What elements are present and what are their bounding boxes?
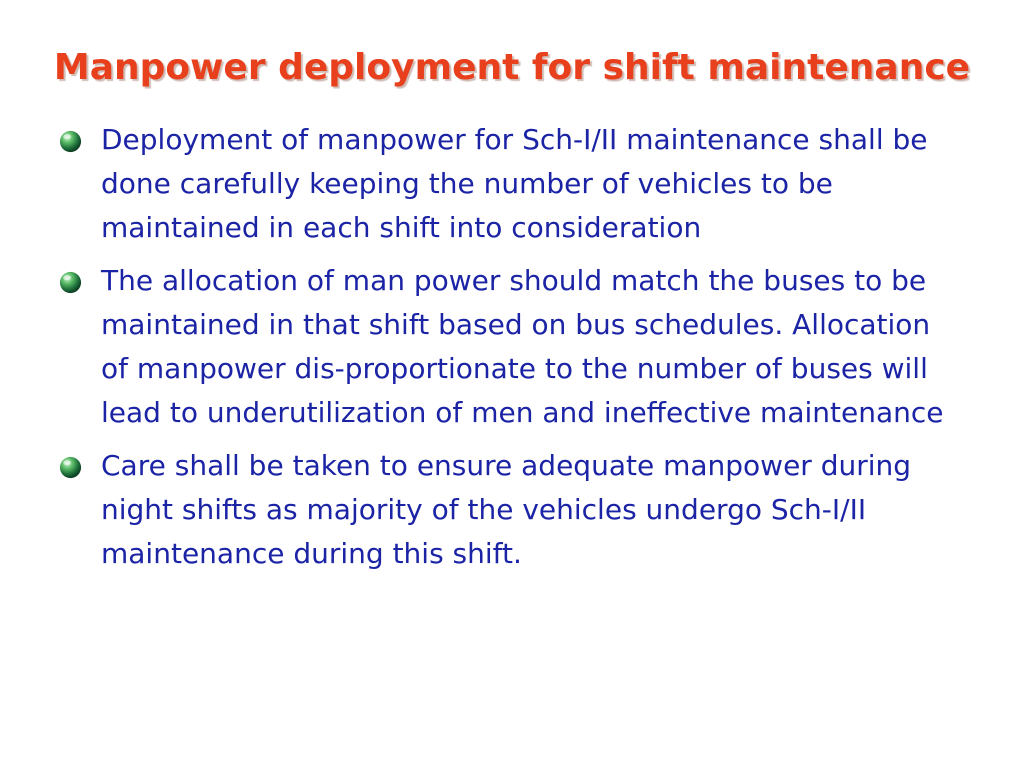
bullet-item [58,259,958,435]
bullet-list [58,118,958,585]
bullet-item [58,118,958,250]
bullet-text: The allocation of man power should match the buses to be maintained in that shift based on bus schedules. Allocation of manpower dis-proportionate to the number of buses will lead to underutilization of men and ineffective maintenance [101,264,944,429]
green-sphere-bullet-icon [58,270,83,295]
bullet-text: Deployment of manpower for Sch-I/II maintenance shall be done carefully keeping the number of vehicles to be maintained in each shift into consideration [101,123,928,244]
green-sphere-bullet-icon [58,129,83,154]
bullet-item [58,444,958,576]
bullet-text: Care shall be taken to ensure adequate manpower during night shifts as majority of the vehicles undergo Sch-I/II maintenance during this shift. [101,449,912,570]
green-sphere-bullet-icon [58,455,83,480]
slide-title: Manpower deployment for shift maintenance [53,47,971,88]
